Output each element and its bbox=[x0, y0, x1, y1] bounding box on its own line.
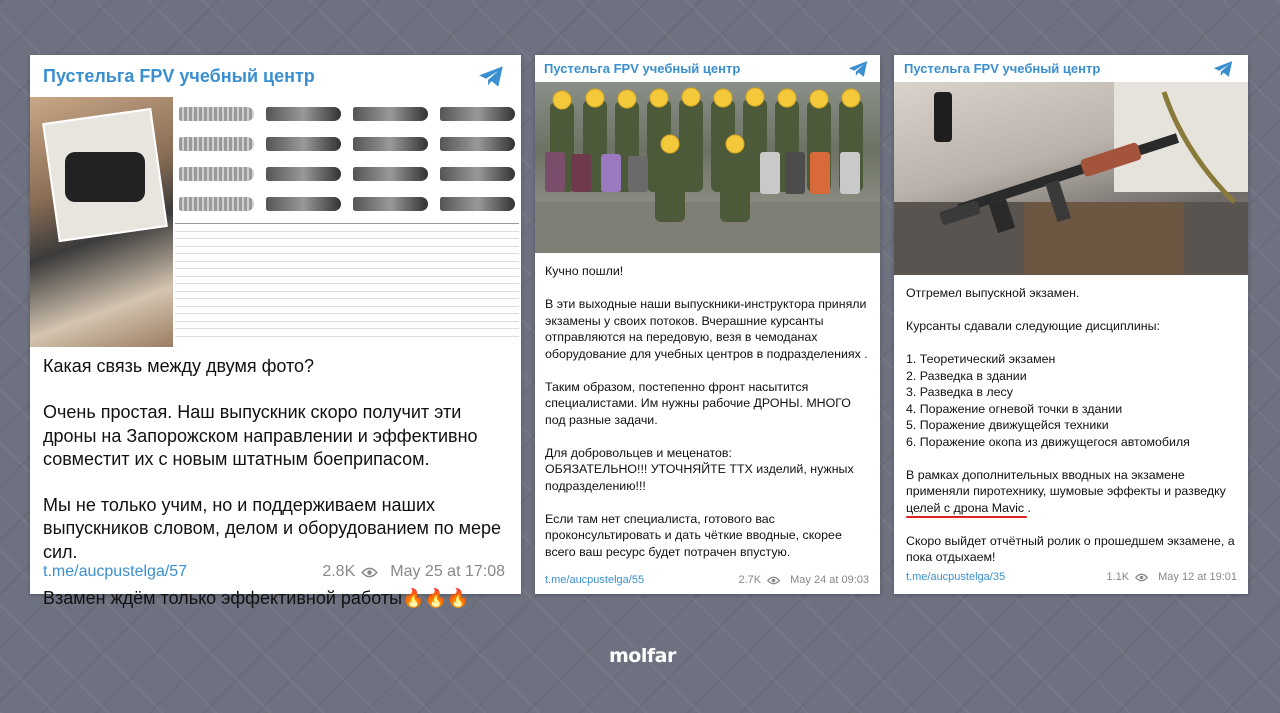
rifle-photo[interactable] bbox=[894, 82, 1248, 275]
post-card-35 bbox=[894, 55, 1248, 594]
post-date: May 24 at 09:03 bbox=[790, 574, 869, 586]
post-date: May 25 at 17:08 bbox=[390, 563, 505, 580]
channel-name[interactable]: Пустельга FPV учебный центр bbox=[904, 61, 1101, 76]
post-media[interactable] bbox=[30, 97, 521, 347]
telegram-icon bbox=[848, 60, 869, 78]
post-header bbox=[894, 55, 1248, 82]
post-footer bbox=[906, 571, 1237, 583]
telegram-icon bbox=[1213, 60, 1234, 78]
group-photo[interactable] bbox=[535, 82, 880, 253]
view-count: 2.7K bbox=[738, 574, 762, 586]
molfar-logo: molfar bbox=[609, 645, 676, 667]
drone-shape bbox=[65, 152, 145, 202]
post-header bbox=[30, 55, 521, 97]
post-link[interactable]: t.me/aucpustelga/55 bbox=[545, 574, 645, 586]
post-header bbox=[535, 55, 880, 82]
post-meta bbox=[322, 563, 505, 581]
post-text: Кучно пошли! В эти выходные наши выпускники-инструктора приняли экзамены у своих потоков. Вчерашние курсанты отправляются на передовую, везя в чемоданах оборудование для учебных центров в подразделениях . Таким образом, постепенно фронт насытится специалистами. Им нужны рабочие ДРОНЫ. МНОГО под разные задачи. Для добровольцев и меценатов: ОБЯЗАТЕЛЬНО!!! УТОЧНЯЙТЕ ТТХ изделий, нужных подразделению!!! Если там нет специалиста, готового вас проконсультировать и дать чёткие вводные, скорее всего ваш ресурс будет потрачен впустую. bbox=[545, 264, 868, 559]
post-date: May 12 at 19:01 bbox=[1158, 571, 1237, 583]
post-link[interactable]: t.me/aucpustelga/35 bbox=[906, 571, 1006, 583]
channel-name[interactable]: Пустельга FPV учебный центр bbox=[544, 61, 741, 76]
post-card-57 bbox=[30, 55, 521, 609]
post-footer bbox=[545, 574, 869, 586]
drone-box-photo[interactable] bbox=[30, 97, 173, 347]
eye-icon bbox=[767, 576, 780, 585]
post-meta bbox=[1106, 571, 1237, 583]
rifle-scene bbox=[894, 82, 1248, 275]
group-photo-scene bbox=[535, 82, 880, 253]
highlight-underline bbox=[906, 516, 1027, 518]
post-meta bbox=[738, 574, 869, 586]
ammo-spec-image[interactable] bbox=[173, 97, 521, 347]
post-text: Какая связь между двумя фото? Очень простая. Наш выпускник скоро получит эти дроны на Запорожском направлении и эффективно совместит их с новым штатным боеприпасом. Мы не только учим, но и поддерживаем наших выпускников словом, делом и оборудованием по мере сил. Взамен ждём только эффективной работы🔥🔥🔥 bbox=[43, 356, 502, 609]
spec-table bbox=[175, 223, 519, 345]
channel-name[interactable]: Пустельга FPV учебный центр bbox=[43, 65, 315, 86]
view-count: 2.8K bbox=[322, 563, 356, 580]
post-footer bbox=[43, 563, 505, 581]
eye-icon bbox=[1135, 573, 1148, 582]
post-text: Отгремел выпускной экзамен. Курсанты сдавали следующие дисциплины: 1. Теоретический экзамен 2. Разведка в здании 3. Разведка в лесу 4. Поражение огневой точки в здании 5. Поражение движущейся техники 6. Поражение окопа из движущегося автомобиля В рамках дополнительных вводных на экзамене применяли пиротехнику, шумовые эффекты и разведку целей с дрона Mavic . Скоро выйдет отчётный ролик о прошедшем экзамене, а пока отдыхаем! bbox=[906, 286, 1235, 564]
eye-icon bbox=[361, 567, 378, 578]
telegram-icon bbox=[478, 65, 505, 88]
post-link[interactable]: t.me/aucpustelga/57 bbox=[43, 563, 188, 580]
view-count: 1.1K bbox=[1106, 571, 1130, 583]
post-card-55 bbox=[535, 55, 880, 594]
